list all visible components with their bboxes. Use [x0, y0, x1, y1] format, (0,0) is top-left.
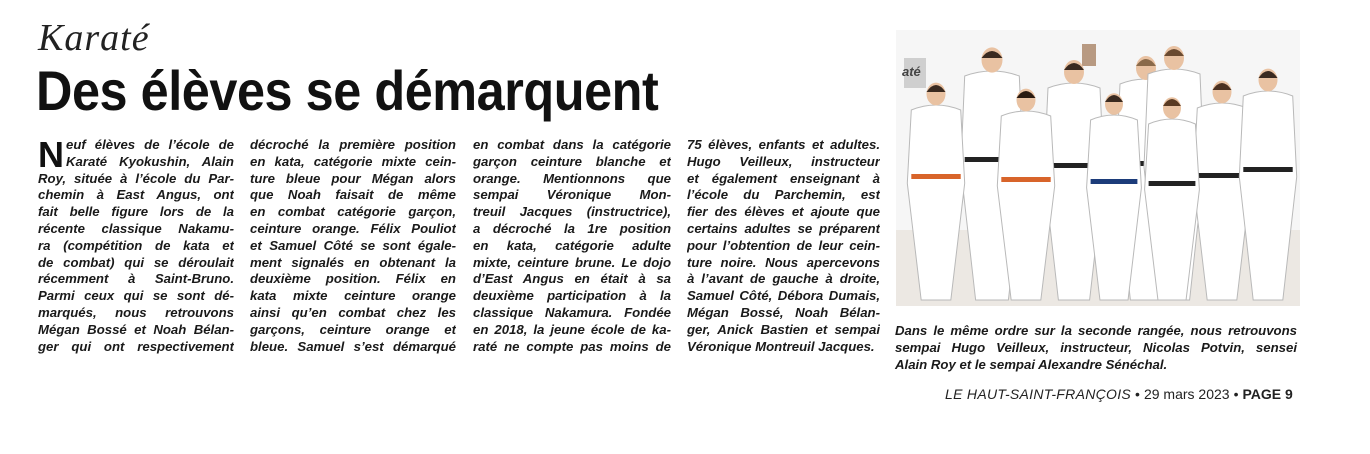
footer-bullet-1: •: [1135, 386, 1140, 402]
text-line: Mégan Bossé et Noah Bélan-: [38, 321, 234, 337]
text-line: que Noah faisait de même: [250, 187, 456, 203]
text-line: ger qui ont respectivement: [38, 338, 234, 354]
page-footer: [945, 386, 1293, 402]
text-line: en kata, catégorie mixte cein-: [250, 153, 456, 169]
text-line: ture bleue pour Mégan alors: [250, 170, 456, 186]
photo-banner-text: até: [902, 64, 921, 79]
text-line: et Samuel Côté se sont égale-: [250, 237, 456, 253]
photo-caption: [895, 322, 1297, 373]
publication-name: LE HAUT-SAINT-FRANÇOIS: [945, 386, 1132, 402]
text-line: fait belle figure lors de la: [38, 204, 234, 220]
text-line: classique Nakamura. Fondée: [473, 304, 671, 320]
text-line: Roy, située à l’école du Par-: [38, 170, 234, 186]
text-line: récente classique Nakamu-: [38, 220, 234, 236]
text-line: bleue. Samuel s’est démarqué: [250, 338, 456, 354]
text-line: sempai Hugo Veilleux, instructeur, Nicolas Potvin, sensei: [895, 340, 1297, 355]
drop-cap: N: [38, 134, 64, 175]
text-line: Dans le même ordre sur la seconde rangée, nous retrouvons: [895, 323, 1297, 338]
text-line: récemment à Saint-Bruno.: [38, 271, 234, 287]
text-line: garçon ceinture blanche et: [473, 153, 671, 169]
text-line: l’école du Parchemin, est: [687, 187, 880, 203]
text-line: Mégan Bossé, Noah Bélan-: [687, 304, 880, 320]
text-line: décroché la première position: [250, 137, 456, 152]
text-line: en combat dans la catégorie: [473, 137, 671, 152]
text-line: d’East Angus en était à sa: [473, 271, 671, 287]
text-line: kata mixte ceinture orange: [250, 288, 456, 304]
column-1-lines: [38, 134, 234, 355]
publication-date: 29 mars 2023: [1143, 386, 1230, 402]
text-line: chemin à East Angus, ont: [38, 187, 234, 203]
text-line: fier des élèves et ajoute que: [687, 204, 880, 220]
text-line: ceinture orange. Félix Pouliot: [250, 220, 456, 236]
text-line: euf élèves de l’école de: [66, 137, 234, 152]
group-photo: [896, 30, 1300, 306]
text-line: 75 élèves, enfants et adultes.: [687, 137, 880, 152]
text-line: à l’avant de gauche à droite,: [687, 271, 880, 287]
text-line: raté ne compte pas moins de: [473, 338, 671, 354]
text-line: Karaté Kyokushin, Alain: [66, 153, 234, 169]
article-headline: Des élèves se démarquent: [36, 59, 659, 122]
text-line: Alain Roy et le sempai Alexandre Sénéchal.: [895, 357, 1168, 372]
karate-group-photo-illustration: [896, 30, 1300, 306]
text-line: et également enseignant à: [687, 170, 880, 186]
text-line: Véronique Montreuil Jacques.: [687, 338, 875, 354]
text-line: Hugo Veilleux, instructeur: [687, 153, 880, 169]
text-line: deuxième participation à la: [473, 288, 671, 304]
text-line: ture noire. Nous apercevons: [687, 254, 880, 270]
text-line: en 2018, la jeune école de ka-: [473, 321, 671, 337]
text-line: ger, Anick Bastien et sempai: [687, 321, 880, 337]
page-number: PAGE 9: [1242, 386, 1293, 402]
text-line: de combat) qui se déroulait: [38, 254, 234, 270]
footer-bullet-2: •: [1233, 386, 1239, 402]
text-line: deuxième position. Félix en: [250, 271, 456, 287]
text-line: Parmi ceux qui se sont dé-: [38, 288, 234, 304]
text-line: orange. Mentionnons que: [473, 170, 671, 186]
text-line: ra (compétition de kata et: [38, 237, 234, 253]
text-line: a décroché la 1re position: [473, 220, 671, 236]
text-line: en kata, catégorie adulte: [473, 237, 671, 253]
text-line: certains adultes se préparent: [687, 220, 880, 236]
text-line: mixte, ceinture brune. Le dojo: [473, 254, 671, 270]
text-line: ment signalés en obtenant la: [250, 254, 456, 270]
article-kicker: Karaté: [38, 17, 150, 59]
text-line: Samuel Côté, Débora Dumais,: [687, 288, 880, 304]
article-column-4: [687, 137, 880, 355]
text-line: sempai Véronique Mon-: [473, 187, 671, 203]
text-line: ainsi qu’en combat chez les: [250, 304, 456, 320]
text-line: en combat catégorie garçon,: [250, 204, 456, 220]
text-line: treuil Jacques (instructrice),: [473, 204, 671, 220]
text-line: garçons, ceinture orange et: [250, 321, 456, 337]
text-line: marqués, nous retrouvons: [38, 304, 234, 320]
text-line: pour l’obtention de leur cein-: [687, 237, 880, 253]
article-column-2: [250, 137, 456, 355]
article-column-3: [473, 137, 671, 355]
article-column-1: [38, 134, 234, 355]
